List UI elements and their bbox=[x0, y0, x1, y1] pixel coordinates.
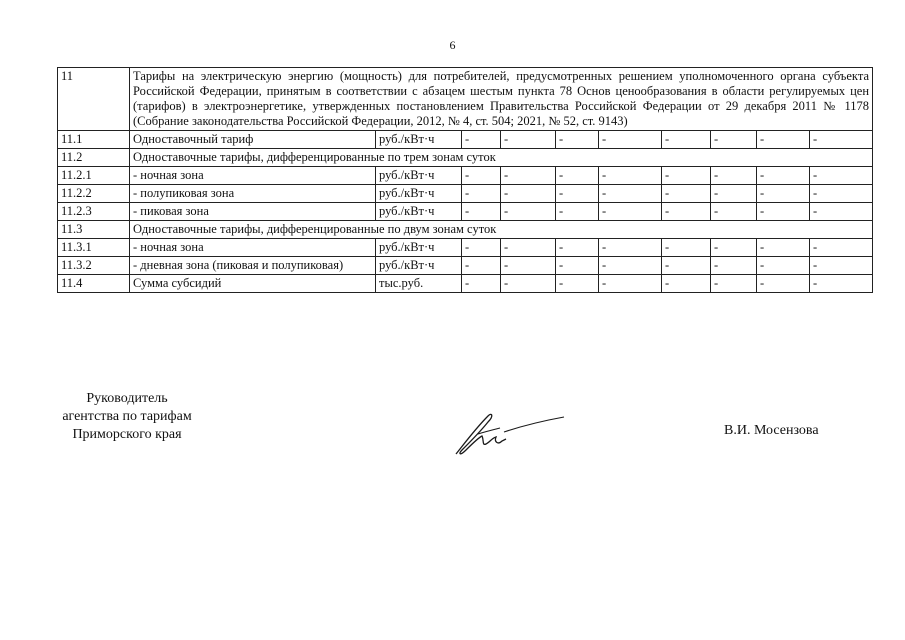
section-header-row bbox=[58, 68, 873, 131]
handwritten-signature bbox=[448, 410, 568, 460]
row-value: - bbox=[662, 131, 711, 149]
signatory-position bbox=[52, 390, 202, 444]
row-value: - bbox=[711, 167, 757, 185]
row-code: 11.3.1 bbox=[58, 239, 130, 257]
row-value: - bbox=[556, 185, 599, 203]
row-value: - bbox=[757, 239, 810, 257]
row-value: - bbox=[599, 185, 662, 203]
row-unit: руб./кВт·ч bbox=[376, 203, 462, 221]
row-value: - bbox=[757, 167, 810, 185]
row-value: - bbox=[462, 239, 501, 257]
section-code: 11 bbox=[58, 68, 130, 131]
table-row bbox=[58, 149, 873, 167]
row-value: - bbox=[556, 239, 599, 257]
tariff-table-body bbox=[58, 68, 873, 293]
row-value: - bbox=[501, 257, 556, 275]
row-value: - bbox=[711, 185, 757, 203]
row-name: Одноставочный тариф bbox=[130, 131, 376, 149]
signer-name: В.И. Мосензова bbox=[724, 423, 819, 438]
row-value: - bbox=[599, 203, 662, 221]
row-value: - bbox=[501, 167, 556, 185]
row-value: - bbox=[810, 257, 873, 275]
row-value: - bbox=[599, 275, 662, 293]
row-value: - bbox=[501, 203, 556, 221]
row-unit: руб./кВт·ч bbox=[376, 185, 462, 203]
row-value: - bbox=[711, 239, 757, 257]
row-value: - bbox=[662, 203, 711, 221]
row-value: - bbox=[501, 239, 556, 257]
table-row bbox=[58, 203, 873, 221]
row-value: - bbox=[556, 167, 599, 185]
row-code: 11.3.2 bbox=[58, 257, 130, 275]
row-value: - bbox=[810, 167, 873, 185]
row-code: 11.2.1 bbox=[58, 167, 130, 185]
row-value: - bbox=[556, 257, 599, 275]
row-value: - bbox=[810, 131, 873, 149]
row-value: - bbox=[662, 167, 711, 185]
row-unit: руб./кВт·ч bbox=[376, 239, 462, 257]
row-value: - bbox=[711, 203, 757, 221]
table-row bbox=[58, 257, 873, 275]
row-name: - ночная зона bbox=[130, 239, 376, 257]
section-title: Тарифы на электрическую энергию (мощность) для потребителей, предусмотренных решением уполномоченного органа субъекта Российской Федерации, принятым в соответствии с абзацем шестым пункта 78 Основ ценообразования в области регулируемых цен (тарифов) в электроэнергетике, утвержденных постановлением Правительства Российской Федерации от 29 декабря 2011 № 1178 (Собрание законодательства Российской Федерации, 2012, № 4, ст. 504; 2021, № 52, ст. 9143) bbox=[130, 68, 873, 131]
row-name: - ночная зона bbox=[130, 167, 376, 185]
row-value: - bbox=[462, 167, 501, 185]
page-number: 6 bbox=[449, 38, 456, 52]
row-value: - bbox=[462, 257, 501, 275]
row-name: - пиковая зона bbox=[130, 203, 376, 221]
row-value: - bbox=[757, 131, 810, 149]
table-row bbox=[58, 131, 873, 149]
row-code: 11.2.3 bbox=[58, 203, 130, 221]
row-value: - bbox=[599, 167, 662, 185]
row-unit: тыс.руб. bbox=[376, 275, 462, 293]
row-code: 11.4 bbox=[58, 275, 130, 293]
table-row bbox=[58, 185, 873, 203]
row-value: - bbox=[556, 275, 599, 293]
row-unit: руб./кВт·ч bbox=[376, 131, 462, 149]
row-name: Сумма субсидий bbox=[130, 275, 376, 293]
row-value: - bbox=[599, 131, 662, 149]
row-name: - дневная зона (пиковая и полупиковая) bbox=[130, 257, 376, 275]
table-row bbox=[58, 239, 873, 257]
row-value: - bbox=[810, 275, 873, 293]
row-name: - полупиковая зона bbox=[130, 185, 376, 203]
position-line: агентства по тарифам bbox=[62, 409, 192, 424]
row-value: - bbox=[757, 185, 810, 203]
position-line: Руководитель bbox=[86, 391, 168, 406]
row-code: 11.3 bbox=[58, 221, 130, 239]
row-value: - bbox=[810, 185, 873, 203]
row-value: - bbox=[556, 203, 599, 221]
row-value: - bbox=[662, 275, 711, 293]
row-value: - bbox=[757, 257, 810, 275]
row-value: - bbox=[711, 275, 757, 293]
row-value: - bbox=[462, 275, 501, 293]
row-value: - bbox=[757, 275, 810, 293]
row-name: Одноставочные тарифы, дифференцированные по двум зонам суток bbox=[130, 221, 873, 239]
row-unit: руб./кВт·ч bbox=[376, 257, 462, 275]
row-value: - bbox=[462, 185, 501, 203]
table-row bbox=[58, 275, 873, 293]
row-code: 11.2 bbox=[58, 149, 130, 167]
row-value: - bbox=[462, 131, 501, 149]
row-value: - bbox=[556, 131, 599, 149]
row-name: Одноставочные тарифы, дифференцированные по трем зонам суток bbox=[130, 149, 873, 167]
row-value: - bbox=[662, 257, 711, 275]
row-value: - bbox=[711, 131, 757, 149]
row-value: - bbox=[501, 131, 556, 149]
row-value: - bbox=[462, 203, 501, 221]
row-value: - bbox=[662, 239, 711, 257]
row-value: - bbox=[599, 239, 662, 257]
row-value: - bbox=[810, 239, 873, 257]
row-value: - bbox=[501, 275, 556, 293]
row-value: - bbox=[599, 257, 662, 275]
tariff-table bbox=[57, 67, 873, 293]
row-unit: руб./кВт·ч bbox=[376, 167, 462, 185]
row-value: - bbox=[711, 257, 757, 275]
position-line: Приморского края bbox=[72, 427, 182, 442]
row-value: - bbox=[757, 203, 810, 221]
table-row bbox=[58, 167, 873, 185]
row-value: - bbox=[662, 185, 711, 203]
table-row bbox=[58, 221, 873, 239]
row-code: 11.1 bbox=[58, 131, 130, 149]
row-code: 11.2.2 bbox=[58, 185, 130, 203]
row-value: - bbox=[810, 203, 873, 221]
row-value: - bbox=[501, 185, 556, 203]
